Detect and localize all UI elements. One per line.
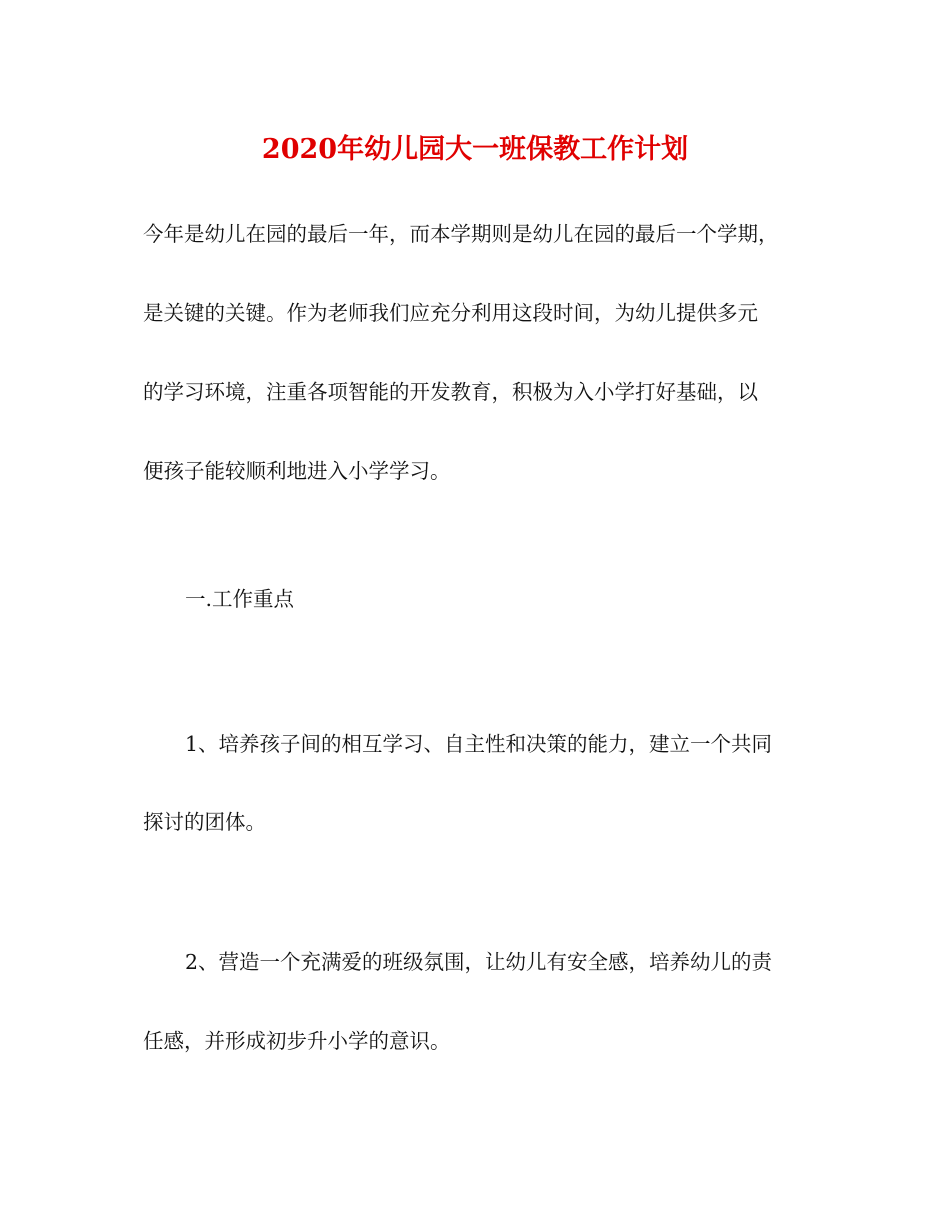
intro-line-4: 便孩子能较顺利地进入小学学习。 xyxy=(143,459,451,483)
document-title: 2020年幼儿园大一班保教工作计划 xyxy=(261,134,689,165)
item-2-line-2: 任感，并形成初步升小学的意识。 xyxy=(143,1029,451,1053)
section-heading: 一.工作重点 xyxy=(185,587,295,611)
intro-paragraph xyxy=(143,222,813,484)
item-2-paragraph xyxy=(143,950,813,1054)
intro-line-3: 的学习环境，注重各项智能的开发教育，积极为入小学打好基础，以 xyxy=(143,380,758,404)
item-2-line-1: 2、营造一个充满爱的班级氛围，让幼儿有安全感，培养幼儿的责 xyxy=(185,950,773,974)
item-1-line-1: 1、培养孩子间的相互学习、自主性和决策的能力，建立一个共同 xyxy=(185,732,773,756)
section-heading-block xyxy=(143,587,813,612)
item-1-line-2: 探讨的团体。 xyxy=(143,810,266,834)
intro-line-1: 今年是幼儿在园的最后一年，而本学期则是幼儿在园的最后一个学期， xyxy=(143,222,779,246)
item-1-paragraph xyxy=(143,732,813,835)
intro-line-2: 是关键的关键。作为老师我们应充分利用这段时间，为幼儿提供多元 xyxy=(143,301,758,325)
